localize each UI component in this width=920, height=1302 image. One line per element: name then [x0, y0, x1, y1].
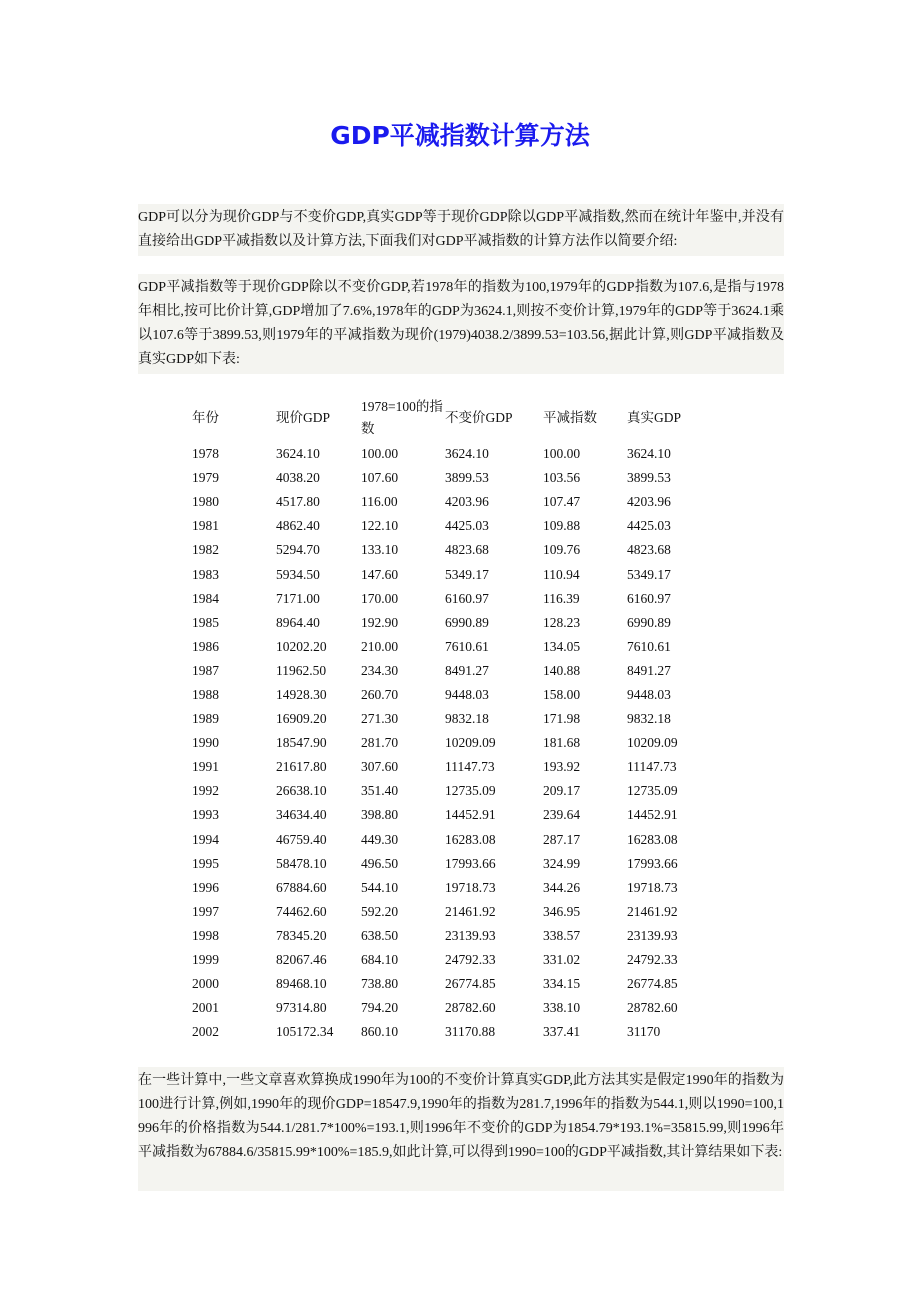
cell-nominal-gdp: 89468.10 [276, 976, 327, 992]
cell-nominal-gdp: 58478.10 [276, 855, 327, 871]
cell-real-gdp: 10209.09 [627, 735, 678, 751]
cell-deflator: 338.57 [543, 927, 581, 943]
cell-deflator: 116.39 [543, 590, 580, 606]
cell-index-1978: 170.00 [361, 590, 399, 606]
table-row [192, 852, 727, 876]
cell-deflator: 324.99 [543, 855, 581, 871]
cell-constant-price-gdp: 9832.18 [445, 711, 489, 727]
cell-real-gdp: 8491.27 [627, 662, 671, 678]
cell-real-gdp: 19718.73 [627, 879, 678, 895]
cell-nominal-gdp: 16909.20 [276, 711, 327, 727]
cell-deflator: 100.00 [543, 446, 581, 462]
cell-index-1978: 351.40 [361, 783, 399, 799]
cell-deflator: 239.64 [543, 807, 581, 823]
cell-constant-price-gdp: 3624.10 [445, 446, 489, 462]
cell-year: 1988 [192, 686, 219, 702]
cell-year: 1999 [192, 952, 219, 968]
cell-year: 1986 [192, 638, 219, 654]
cell-real-gdp: 17993.66 [627, 855, 678, 871]
cell-constant-price-gdp: 28782.60 [445, 1000, 496, 1016]
cell-constant-price-gdp: 14452.91 [445, 807, 496, 823]
table-row [192, 924, 727, 948]
cell-real-gdp: 14452.91 [627, 807, 678, 823]
cell-year: 1980 [192, 494, 219, 510]
table-header-row [192, 394, 727, 442]
header-year: 年份 [192, 410, 219, 425]
gdp-deflator-table [192, 394, 727, 1044]
cell-real-gdp: 3899.53 [627, 470, 671, 486]
cell-deflator: 103.56 [543, 470, 581, 486]
cell-real-gdp: 26774.85 [627, 976, 678, 992]
cell-real-gdp: 21461.92 [627, 903, 678, 919]
cell-index-1978: 592.20 [361, 903, 399, 919]
cell-constant-price-gdp: 4823.68 [445, 542, 489, 558]
cell-nominal-gdp: 34634.40 [276, 807, 327, 823]
cell-constant-price-gdp: 6160.97 [445, 590, 489, 606]
cell-constant-price-gdp: 23139.93 [445, 927, 496, 943]
cell-index-1978: 794.20 [361, 1000, 399, 1016]
cell-constant-price-gdp: 4203.96 [445, 494, 489, 510]
cell-index-1978: 147.60 [361, 566, 399, 582]
cell-year: 1995 [192, 855, 219, 871]
cell-index-1978: 192.90 [361, 614, 399, 630]
table-row [192, 996, 727, 1020]
cell-real-gdp: 16283.08 [627, 831, 678, 847]
cell-deflator: 171.98 [543, 711, 581, 727]
cell-constant-price-gdp: 19718.73 [445, 879, 496, 895]
table-body [192, 442, 727, 1044]
table-row [192, 803, 727, 827]
cell-real-gdp: 4425.03 [627, 518, 671, 534]
cell-index-1978: 496.50 [361, 855, 399, 871]
cell-deflator: 209.17 [543, 783, 581, 799]
cell-index-1978: 281.70 [361, 735, 399, 751]
cell-year: 1985 [192, 614, 219, 630]
table-row [192, 948, 727, 972]
cell-constant-price-gdp: 4425.03 [445, 518, 489, 534]
cell-nominal-gdp: 46759.40 [276, 831, 327, 847]
cell-index-1978: 860.10 [361, 1024, 399, 1040]
table-row [192, 779, 727, 803]
cell-real-gdp: 11147.73 [627, 759, 677, 775]
cell-year: 2001 [192, 1000, 219, 1016]
cell-constant-price-gdp: 26774.85 [445, 976, 496, 992]
cell-constant-price-gdp: 12735.09 [445, 783, 496, 799]
cell-nominal-gdp: 4517.80 [276, 494, 320, 510]
cell-real-gdp: 6160.97 [627, 590, 671, 606]
cell-index-1978: 210.00 [361, 638, 399, 654]
cell-deflator: 110.94 [543, 566, 580, 582]
cell-deflator: 287.17 [543, 831, 581, 847]
cell-year: 1983 [192, 566, 219, 582]
cell-deflator: 193.92 [543, 759, 581, 775]
cell-nominal-gdp: 7171.00 [276, 590, 320, 606]
cell-nominal-gdp: 18547.90 [276, 735, 327, 751]
cell-nominal-gdp: 21617.80 [276, 759, 327, 775]
cell-real-gdp: 3624.10 [627, 446, 671, 462]
cell-deflator: 109.76 [543, 542, 581, 558]
page-title: GDP平减指数计算方法 [330, 121, 590, 150]
table-row [192, 562, 727, 586]
cell-constant-price-gdp: 6990.89 [445, 614, 489, 630]
table-row [192, 611, 727, 635]
cell-year: 1989 [192, 711, 219, 727]
cell-index-1978: 449.30 [361, 831, 399, 847]
cell-index-1978: 133.10 [361, 542, 399, 558]
cell-constant-price-gdp: 7610.61 [445, 638, 489, 654]
cell-real-gdp: 28782.60 [627, 1000, 678, 1016]
cell-nominal-gdp: 4862.40 [276, 518, 320, 534]
cell-nominal-gdp: 8964.40 [276, 614, 320, 630]
cell-constant-price-gdp: 9448.03 [445, 686, 489, 702]
table-row [192, 538, 727, 562]
cell-nominal-gdp: 3624.10 [276, 446, 320, 462]
cell-index-1978: 544.10 [361, 879, 399, 895]
cell-index-1978: 638.50 [361, 927, 399, 943]
deflator-explanation-paragraph: GDP平减指数等于现价GDP除以不变价GDP,若1978年的指数为100,1979年的GDP指数为107.6,是指与1978年相比,按可比价计算,GDP增加了7.6%,1978年的GDP为3624.1,则按不变价计算,1979年的GDP等于3624.1乘以107.6等于3899.53,则1979年的平减指数为现价(1979)4038.2/3899.53=103.56,据此计算,则GDP平减指数及真实GDP如下表: [138, 274, 784, 374]
table-row [192, 514, 727, 538]
cell-nominal-gdp: 14928.30 [276, 686, 327, 702]
cell-year: 1981 [192, 518, 219, 534]
cell-real-gdp: 9832.18 [627, 711, 671, 727]
rebase-1990-paragraph: 在一些计算中,一些文章喜欢算换成1990年为100的不变价计算真实GDP,此方法其实是假定1990年的指数为100进行计算,例如,1990年的现价GDP=18547.9,1990年的指数为281.7,1996年的指数为544.1,则以1990=100,1996年的价格指数为544.1/281.7*100%=193.1,则1996年不变价的GDP为1854.79*193.1%=35815.99,则1996年平减指数为67884.6/35815.99*100%=185.9,如此计算,可以得到1990=100的GDP平减指数,其计算结果如下表: [138, 1067, 784, 1191]
cell-real-gdp: 5349.17 [627, 566, 671, 582]
cell-year: 2000 [192, 976, 219, 992]
cell-nominal-gdp: 105172.34 [276, 1024, 334, 1040]
cell-nominal-gdp: 67884.60 [276, 879, 327, 895]
table-row [192, 587, 727, 611]
cell-constant-price-gdp: 5349.17 [445, 566, 489, 582]
cell-nominal-gdp: 10202.20 [276, 638, 327, 654]
cell-index-1978: 107.60 [361, 470, 399, 486]
cell-year: 1992 [192, 783, 219, 799]
cell-nominal-gdp: 82067.46 [276, 952, 327, 968]
cell-year: 1978 [192, 446, 219, 462]
cell-real-gdp: 4203.96 [627, 494, 671, 510]
cell-nominal-gdp: 74462.60 [276, 903, 327, 919]
cell-real-gdp: 24792.33 [627, 952, 678, 968]
cell-year: 1997 [192, 903, 219, 919]
table-row [192, 683, 727, 707]
cell-constant-price-gdp: 3899.53 [445, 470, 489, 486]
table-row [192, 659, 727, 683]
cell-real-gdp: 7610.61 [627, 638, 671, 654]
cell-deflator: 181.68 [543, 735, 581, 751]
cell-year: 1991 [192, 759, 219, 775]
cell-index-1978: 271.30 [361, 711, 399, 727]
cell-index-1978: 234.30 [361, 662, 399, 678]
table-row [192, 972, 727, 996]
table-row [192, 876, 727, 900]
cell-year: 1982 [192, 542, 219, 558]
cell-year: 2002 [192, 1024, 219, 1040]
header-index-1978: 1978=100的指数 [361, 399, 443, 436]
cell-deflator: 109.88 [543, 518, 581, 534]
intro-paragraph: GDP可以分为现价GDP与不变价GDP,真实GDP等于现价GDP除以GDP平减指数,然而在统计年鉴中,并没有直接给出GDP平减指数以及计算方法,下面我们对GDP平减指数的计算方法作以简要介绍: [138, 204, 784, 256]
cell-real-gdp: 23139.93 [627, 927, 678, 943]
header-deflator: 平减指数 [543, 410, 597, 425]
cell-constant-price-gdp: 16283.08 [445, 831, 496, 847]
cell-nominal-gdp: 97314.80 [276, 1000, 327, 1016]
cell-constant-price-gdp: 24792.33 [445, 952, 496, 968]
cell-year: 1994 [192, 831, 219, 847]
cell-constant-price-gdp: 31170.88 [445, 1024, 496, 1040]
cell-real-gdp: 12735.09 [627, 783, 678, 799]
cell-deflator: 344.26 [543, 879, 581, 895]
cell-deflator: 334.15 [543, 976, 581, 992]
cell-year: 1984 [192, 590, 219, 606]
table-row [192, 731, 727, 755]
cell-nominal-gdp: 4038.20 [276, 470, 320, 486]
table-row [192, 490, 727, 514]
cell-year: 1987 [192, 662, 219, 678]
cell-deflator: 346.95 [543, 903, 581, 919]
cell-deflator: 331.02 [543, 952, 581, 968]
cell-nominal-gdp: 26638.10 [276, 783, 327, 799]
cell-real-gdp: 4823.68 [627, 542, 671, 558]
header-constant-price-gdp: 不变价GDP [445, 410, 513, 425]
cell-deflator: 158.00 [543, 686, 581, 702]
cell-constant-price-gdp: 17993.66 [445, 855, 496, 871]
cell-index-1978: 100.00 [361, 446, 399, 462]
cell-index-1978: 684.10 [361, 952, 399, 968]
cell-real-gdp: 6990.89 [627, 614, 671, 630]
table-row [192, 707, 727, 731]
table-row [192, 635, 727, 659]
cell-nominal-gdp: 78345.20 [276, 927, 327, 943]
cell-constant-price-gdp: 8491.27 [445, 662, 489, 678]
cell-year: 1998 [192, 927, 219, 943]
cell-nominal-gdp: 11962.50 [276, 662, 327, 678]
cell-index-1978: 116.00 [361, 494, 398, 510]
table-row [192, 755, 727, 779]
cell-index-1978: 122.10 [361, 518, 399, 534]
cell-deflator: 337.41 [543, 1024, 581, 1040]
cell-constant-price-gdp: 10209.09 [445, 735, 496, 751]
cell-deflator: 140.88 [543, 662, 581, 678]
cell-index-1978: 307.60 [361, 759, 399, 775]
cell-real-gdp: 9448.03 [627, 686, 671, 702]
cell-index-1978: 398.80 [361, 807, 399, 823]
cell-year: 1990 [192, 735, 219, 751]
cell-deflator: 128.23 [543, 614, 581, 630]
table-row [192, 1020, 727, 1044]
cell-nominal-gdp: 5294.70 [276, 542, 320, 558]
cell-deflator: 338.10 [543, 1000, 581, 1016]
cell-constant-price-gdp: 11147.73 [445, 759, 495, 775]
cell-constant-price-gdp: 21461.92 [445, 903, 496, 919]
cell-index-1978: 738.80 [361, 976, 399, 992]
cell-deflator: 134.05 [543, 638, 581, 654]
cell-deflator: 107.47 [543, 494, 581, 510]
gdp-deflator-table-container [192, 394, 732, 1044]
cell-year: 1979 [192, 470, 219, 486]
table-row [192, 442, 727, 466]
cell-real-gdp: 31170 [627, 1024, 661, 1040]
table-row [192, 466, 727, 490]
header-nominal-gdp: 现价GDP [276, 410, 331, 425]
table-row [192, 828, 727, 852]
table-row [192, 900, 727, 924]
cell-index-1978: 260.70 [361, 686, 399, 702]
header-real-gdp: 真实GDP [627, 410, 682, 425]
cell-nominal-gdp: 5934.50 [276, 566, 320, 582]
cell-year: 1996 [192, 879, 219, 895]
cell-year: 1993 [192, 807, 219, 823]
